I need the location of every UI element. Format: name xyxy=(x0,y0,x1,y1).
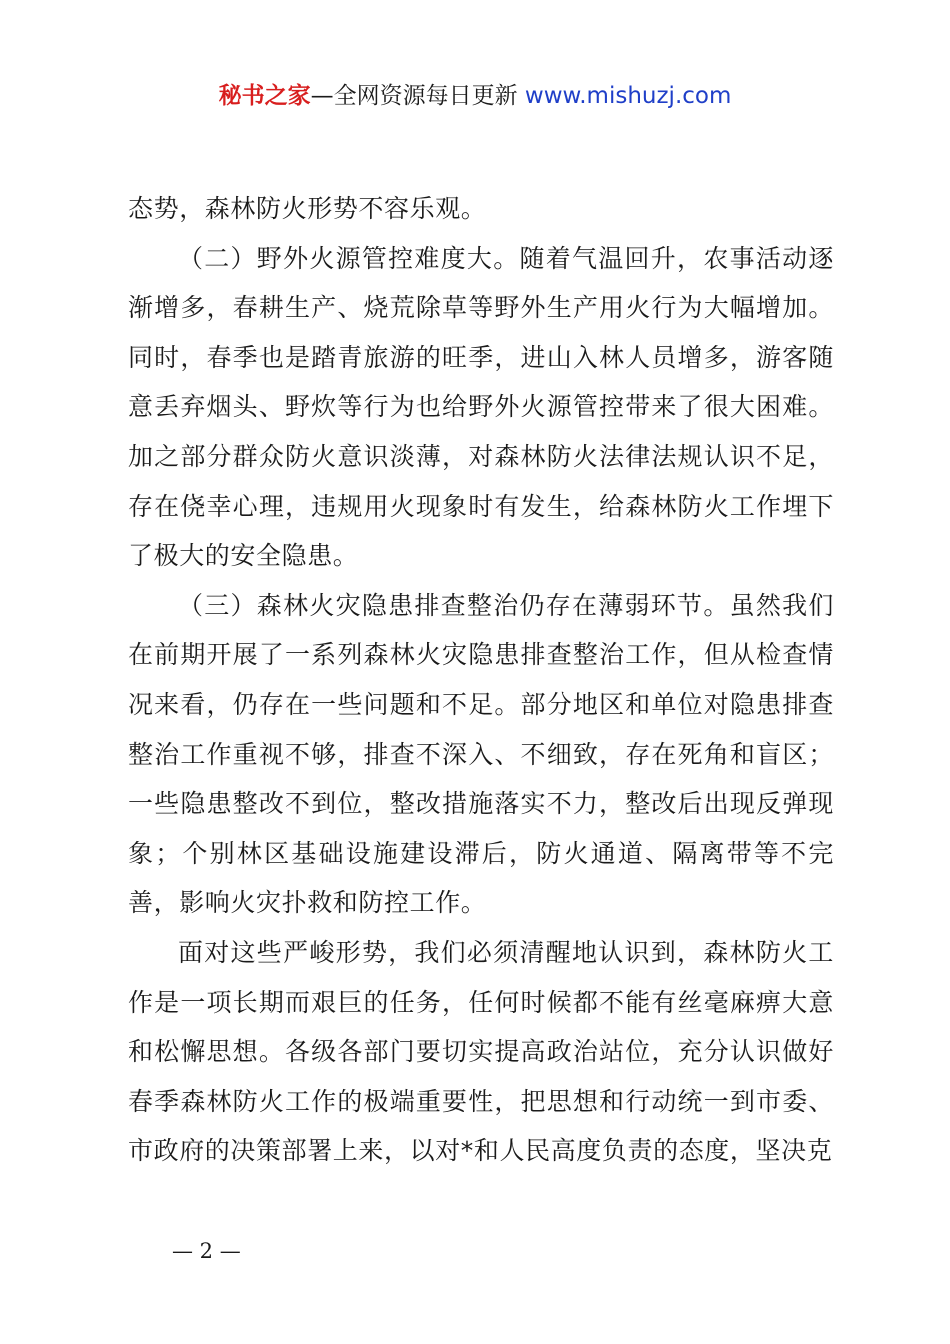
header-tagline: —全网资源每日更新 xyxy=(310,83,518,109)
page-header xyxy=(0,78,950,114)
document-body xyxy=(128,184,834,1176)
brand-name: 秘书之家 xyxy=(218,83,311,109)
site-url-link[interactable]: www.mishuzj.com xyxy=(524,83,732,109)
page-number: — 2 — xyxy=(172,1239,241,1263)
paragraph-fire-source-control: （二）野外火源管控难度大。随着气温回升，农事活动逐渐增多，春耕生产、烧荒除草等野外生产用火行为大幅增加。同时，春季也是踏青旅游的旺季，进山入林人员增多，游客随意丢弃烟头、野炊等行为也给野外火源管控带来了很大困难。加之部分群众防火意识淡薄，对森林防火法律法规认识不足，存在侥幸心理，违规用火现象时有发生，给森林防火工作埋下了极大的安全隐患。 xyxy=(128,243,834,571)
paragraph-continuation: 态势，森林防火形势不容乐观。 xyxy=(128,194,487,223)
paragraph-hazard-inspection: （三）森林火灾隐患排查整治仍存在薄弱环节。虽然我们在前期开展了一系列森林火灾隐患排查整治工作，但从检查情况来看，仍存在一些问题和不足。部分地区和单位对隐患排查整治工作重视不够，排查不深入、不细致，存在死角和盲区；一些隐患整改不到位，整改措施落实不力，整改后出现反弹现象；个别林区基础设施建设滞后，防火通道、隔离带等不完善，影响火灾扑救和防控工作。 xyxy=(128,590,834,918)
paragraph-facing-situation: 面对这些严峻形势，我们必须清醒地认识到，森林防火工作是一项长期而艰巨的任务，任何时候都不能有丝毫麻痹大意和松懈思想。各级各部门要切实提高政治站位，充分认识做好春季森林防火工作的极端重要性，把思想和行动统一到市委、市政府的决策部署上来，以对*和人民高度负责的态度，坚决克 xyxy=(128,937,834,1166)
